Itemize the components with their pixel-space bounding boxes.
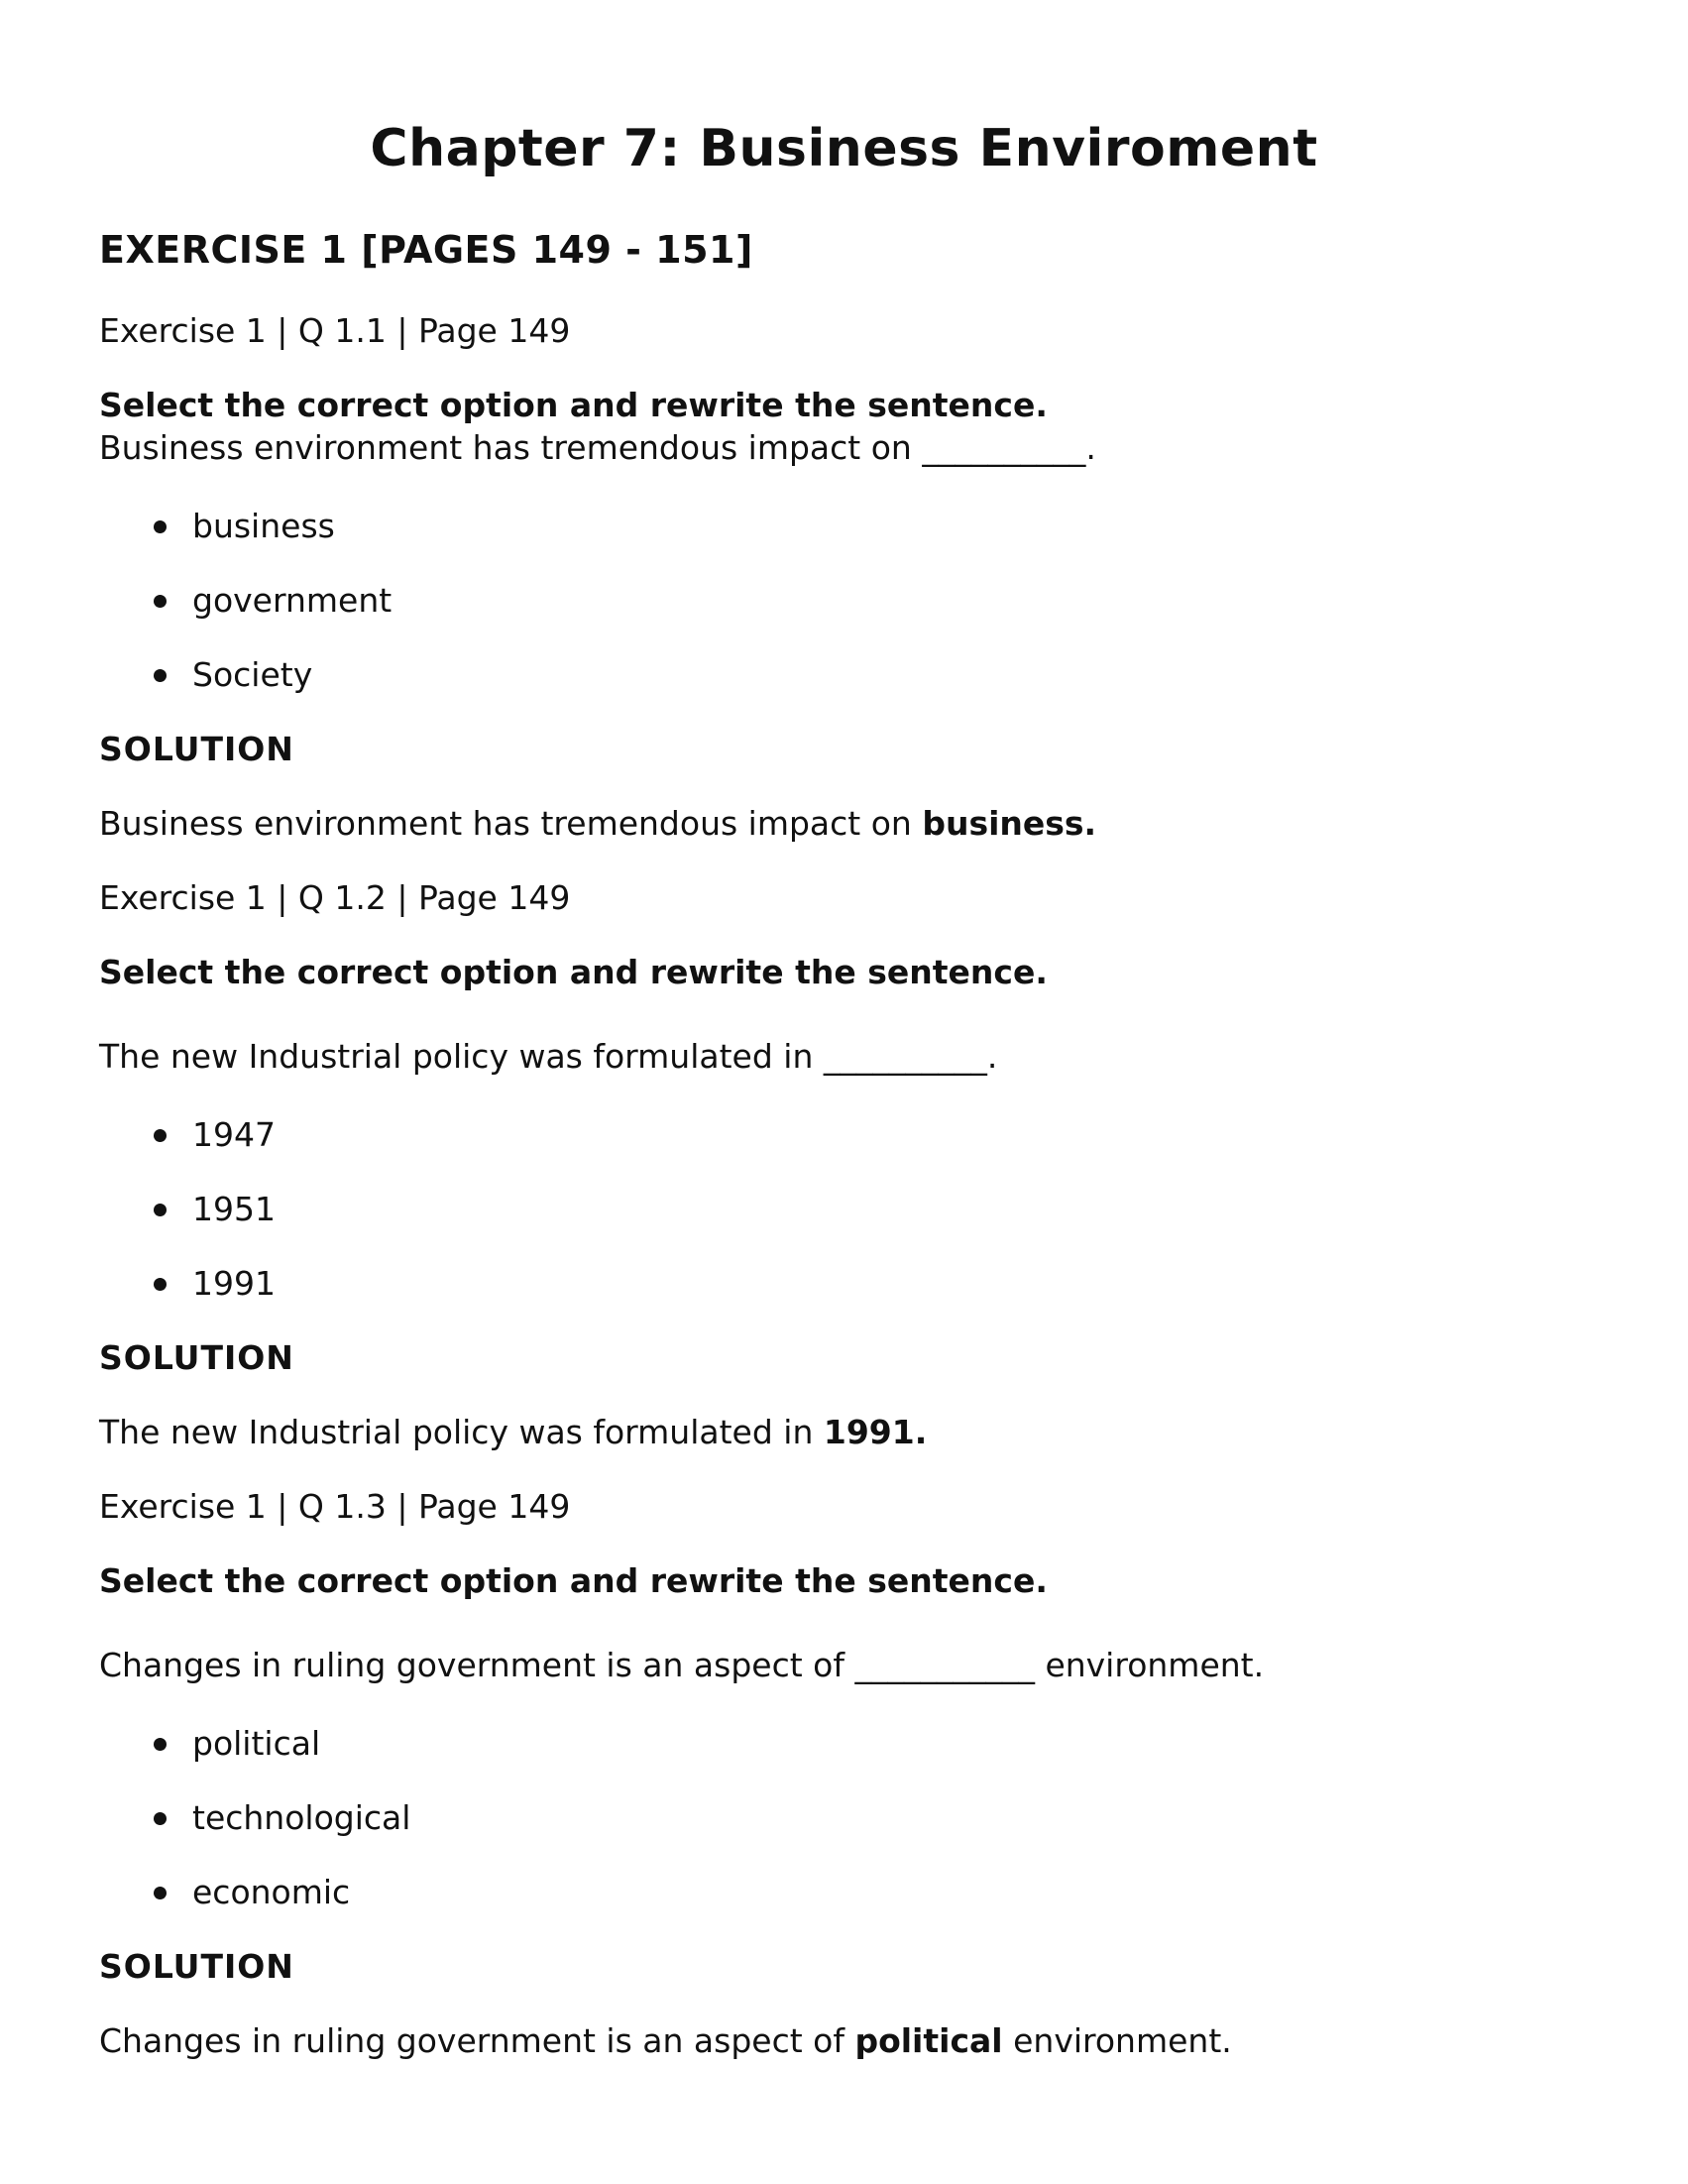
option-2-1: 1947 — [192, 1115, 276, 1154]
option-2-2: 1951 — [192, 1190, 276, 1228]
option-1-1: business — [192, 507, 335, 545]
solution-text-before-2: The new Industrial policy was formulated in — [99, 1413, 824, 1451]
option-1-3: Society — [192, 655, 313, 694]
question-instruction-3: Select the correct option and rewrite the sentence. — [99, 1561, 1048, 1600]
solution-text-after-3: environment. — [1002, 2021, 1232, 2060]
solution-text-before-1: Business environment has tremendous impact on — [99, 804, 923, 843]
solution-text-2 — [99, 1412, 927, 1453]
solution-text-3 — [99, 2020, 1232, 2062]
solution-answer-3: political — [854, 2021, 1003, 2060]
bullet-icon — [154, 520, 167, 533]
question-sentence-3: Changes in ruling government is an aspect of ___________ environment. — [99, 1646, 1265, 1684]
solution-text-1 — [99, 803, 1096, 845]
solution-label-3: SOLUTION — [99, 1947, 294, 1986]
solution-label-1: SOLUTION — [99, 730, 294, 768]
solution-label-2: SOLUTION — [99, 1338, 294, 1377]
solution-answer-1: business. — [922, 804, 1097, 843]
question-instruction-1: Select the correct option and rewrite the sentence. — [99, 386, 1048, 424]
question-sentence-2: The new Industrial policy was formulated in __________. — [99, 1037, 998, 1076]
bullet-icon — [154, 1738, 167, 1751]
solution-text-before-3: Changes in ruling government is an aspect of — [99, 2021, 855, 2060]
bullet-icon — [154, 1129, 167, 1142]
option-2-3: 1991 — [192, 1264, 276, 1303]
exercise-heading: EXERCISE 1 [PAGES 149 - 151] — [99, 228, 753, 272]
chapter-title: Chapter 7: Business Enviroment — [370, 119, 1318, 178]
solution-answer-2: 1991. — [823, 1413, 928, 1451]
question-ref-1: Exercise 1 | Q 1.1 | Page 149 — [99, 311, 571, 350]
bullet-icon — [154, 1204, 167, 1216]
option-3-2: technological — [192, 1798, 411, 1837]
option-3-1: political — [192, 1724, 321, 1763]
question-ref-2: Exercise 1 | Q 1.2 | Page 149 — [99, 878, 571, 917]
bullet-icon — [154, 595, 167, 608]
bullet-icon — [154, 1278, 167, 1291]
bullet-icon — [154, 1812, 167, 1825]
question-ref-3: Exercise 1 | Q 1.3 | Page 149 — [99, 1487, 571, 1526]
question-sentence-1: Business environment has tremendous impact on __________. — [99, 428, 1096, 467]
bullet-icon — [154, 669, 167, 682]
option-1-2: government — [192, 581, 393, 620]
question-instruction-2: Select the correct option and rewrite the sentence. — [99, 953, 1048, 991]
option-3-3: economic — [192, 1873, 351, 1911]
bullet-icon — [154, 1887, 167, 1899]
